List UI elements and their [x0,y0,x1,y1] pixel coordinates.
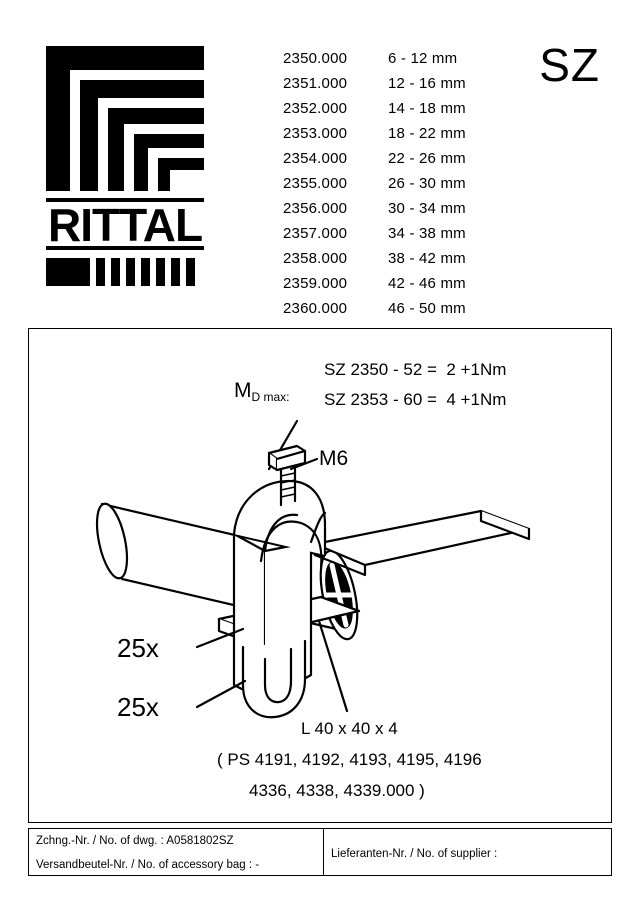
clamping-range: 38 - 42 mm [388,250,466,267]
table-row [283,71,523,96]
profile-line-3: 4336, 4338, 4339.000 ) [249,781,425,800]
screw-size-label: M6 [319,447,349,470]
svg-text:RITTAL: RITTAL [48,199,203,244]
profile-line-2: ( PS 4191, 4192, 4193, 4195, 4196 [217,750,482,769]
clamping-range: 18 - 22 mm [388,125,466,142]
article-number: 2355.000 [283,175,348,192]
clamping-range: 42 - 46 mm [388,275,466,292]
table-row [283,271,523,296]
clamping-range: 46 - 50 mm [388,300,466,317]
article-number: 2354.000 [283,150,348,167]
table-row [283,46,523,71]
article-number: 2351.000 [283,75,348,92]
rittal-logo [46,46,204,244]
clamping-range: 14 - 18 mm [388,100,466,117]
article-number: 2359.000 [283,275,348,292]
clamping-range: 6 - 12 mm [388,50,458,67]
drawing-panel [28,328,612,823]
torque-line-1: SZ 2350 - 52 = 2 +1Nm [324,360,507,379]
torque-line-2: SZ 2353 - 60 = 4 +1Nm [324,390,507,409]
accessory-bag-number: Versandbeutel-Nr. / No. of accessory bag : - [36,859,260,871]
clamping-range: 34 - 38 mm [388,225,466,242]
series-mark: SZ [539,39,600,91]
table-row [283,296,523,321]
quantity-label-bottom: 25x [117,692,159,722]
quantity-label-top: 25x [117,633,159,663]
title-block [28,828,612,876]
title-block-right [324,829,611,875]
table-row [283,196,523,221]
drawing-number: Zchng.-Nr. / No. of dwg. : A0581802SZ [36,835,234,847]
table-row [283,146,523,171]
clamping-range: 22 - 26 mm [388,150,466,167]
article-number: 2356.000 [283,200,348,217]
table-row [283,246,523,271]
table-row [283,96,523,121]
clamp-assembly-illustration [29,329,613,824]
article-number: 2352.000 [283,100,348,117]
clamping-range: 30 - 34 mm [388,200,466,217]
profile-line-1: L 40 x 40 x 4 [301,719,398,738]
supplier-number: Lieferanten-Nr. / No. of supplier : [331,848,498,860]
header [0,0,640,317]
title-block-left [29,829,324,875]
clamping-range: 26 - 30 mm [388,175,466,192]
md-max-subscript: D max: [251,390,290,404]
clamping-range: 12 - 16 mm [388,75,466,92]
table-row [283,121,523,146]
article-number: 2353.000 [283,125,348,142]
article-number: 2358.000 [283,250,348,267]
article-number: 2350.000 [283,50,348,67]
article-number: 2357.000 [283,225,348,242]
article-table [283,46,523,321]
md-max-label: $M_{D max:}$ [234,379,290,404]
article-number: 2360.000 [283,300,348,317]
table-row [283,221,523,246]
table-row [283,171,523,196]
